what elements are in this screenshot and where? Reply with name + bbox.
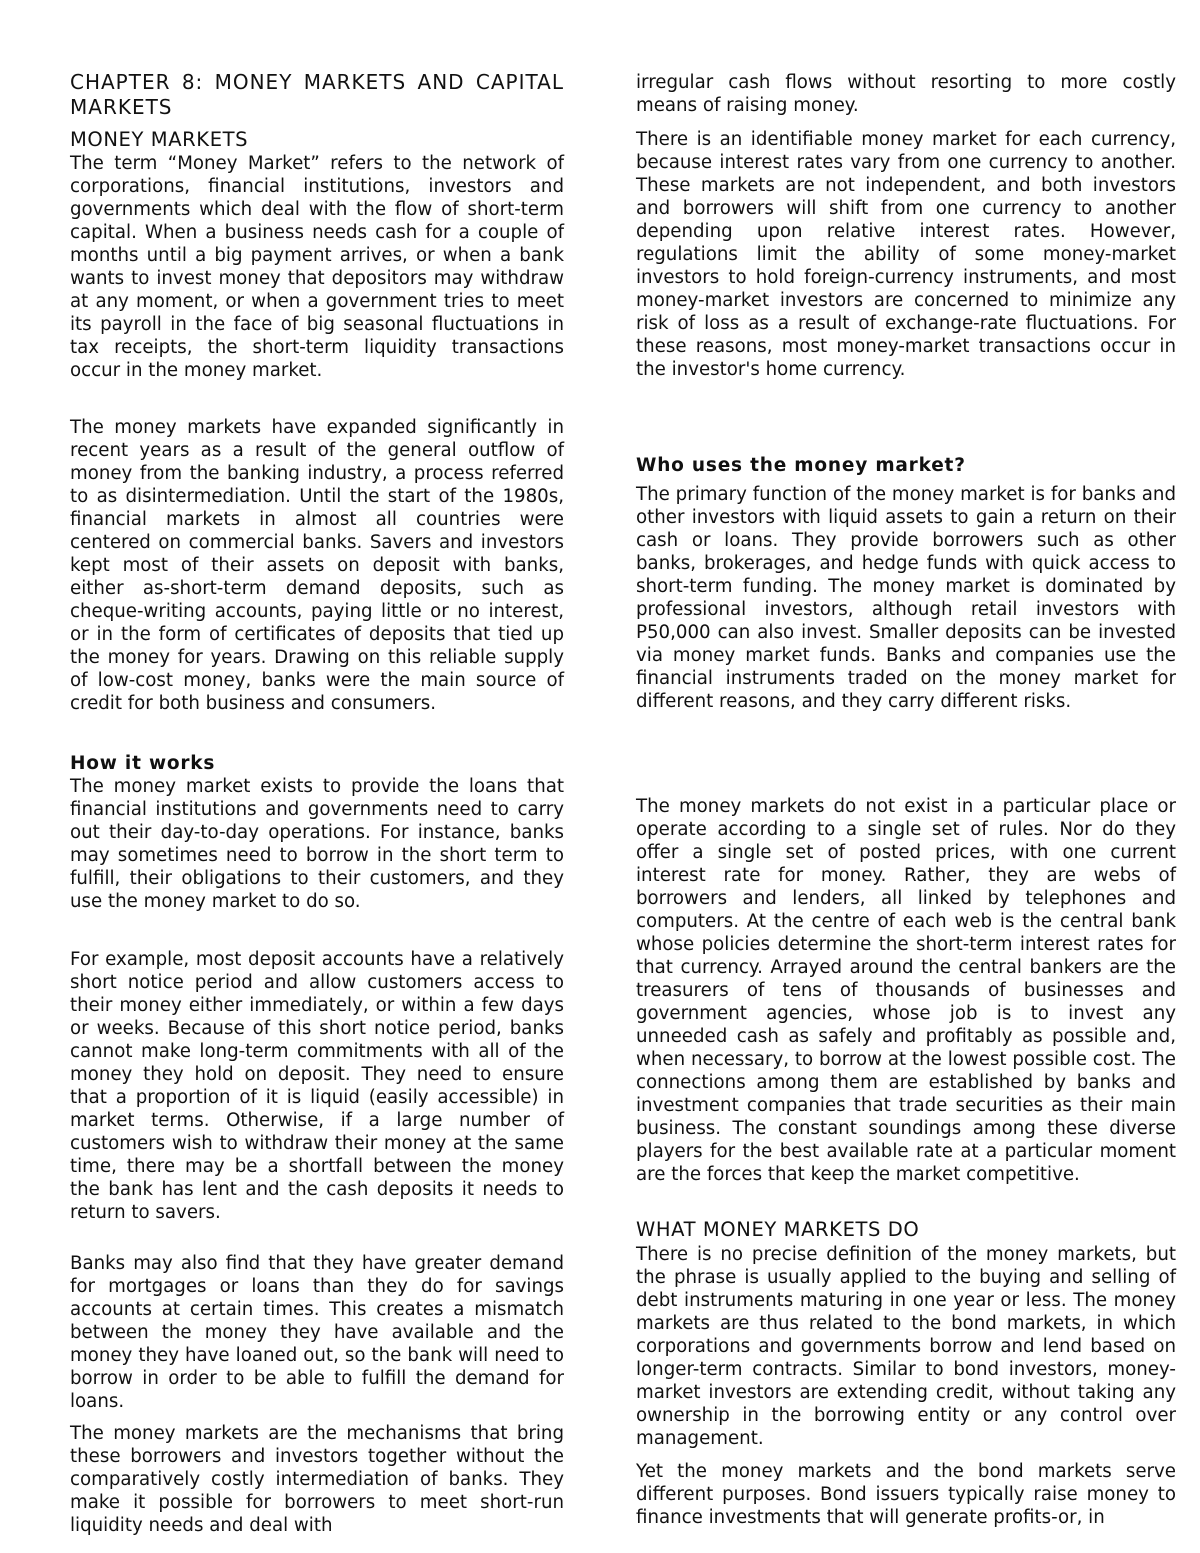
heading-what-money-markets-do: WHAT MONEY MARKETS DO bbox=[636, 1218, 920, 1241]
paragraph-disintermediation: The money markets have expanded significantly in recent years as a result of the general outflow of money from the banking industry, a process referred to as disintermediation. Until the start of the 1980s, financial markets in almost all countries were centered on commercial banks. Savers and investors kept most of their assets on deposit with banks, either as-short-term demand deposits, such as cheque-writing accounts, paying little or no interest, or in the form of certificates of deposits that tied up the money for years. Drawing on this reliable supply of low-cost money, banks were the main source of credit for both business and consumers. bbox=[70, 417, 564, 714]
paragraph-webs-of-lenders: The money markets do not exist in a particular place or operate according to a single set of rules. Nor do they offer a single set of posted prices, with one current interest rate for money. Rather, they are webs of borrowers and lenders, all linked by telephones and computers. At the centre of each web is the central bank whose policies determine the short-term interest rates for that currency. Arrayed around the central bankers are the treasurers of tens of thousands of businesses and government agencies, whose job is to invest any unneeded cash as safely and profitably as possible and, when necessary, to borrow at the lowest possible cost. The connections among them are established by banks and investment companies that trade securities as their main business. The constant soundings among these diverse players for the best available rate at a particular moment are the forces that keep the market competitive. bbox=[636, 796, 1176, 1185]
paragraph-bond-markets: Yet the money markets and the bond markets serve different purposes. Bond issuers typically raise money to finance investments that will generate profits-or, in bbox=[636, 1461, 1176, 1528]
paragraph-mechanisms: The money markets are the mechanisms that bring these borrowers and investors together without the comparatively costly intermediation of banks. They make it possible for borrowers to meet short-run liquidity needs and deal with bbox=[70, 1423, 564, 1536]
paragraph-irregular-cash-flows: irregular cash flows without resorting to more costly means of raising money. bbox=[636, 72, 1176, 116]
heading-money-markets: MONEY MARKETS bbox=[70, 128, 249, 151]
paragraph-loan-mismatch: Banks may also find that they have greater demand for mortgages or loans than they do for savings accounts at certain times. This creates a mismatch between the money they have available and the money they have loaned out, so the bank will need to borrow in order to be able to fulfill the demand for loans. bbox=[70, 1253, 564, 1412]
heading-who-uses: Who uses the money market? bbox=[636, 455, 966, 476]
paragraph-deposit-example: For example, most deposit accounts have a relatively short notice period and allow customers access to their money either immediately, or within a few days or weeks. Because of this short notice period, banks cannot make long-term commitments with all of the money they hold on deposit. They need to ensure that a proportion of it is liquid (easily accessible) in market terms. Otherwise, if a large number of customers wish to withdraw their money at the same time, there may be a shortfall between the money the bank has lent and the cash deposits it needs to return to savers. bbox=[70, 949, 564, 1223]
paragraph-primary-function: The primary function of the money market is for banks and other investors with liquid assets to gain a return on their cash or loans. They provide borrowers such as other banks, brokerages, and hedge funds with quick access to short-term funding. The money market is dominated by professional investors, although retail investors with P50,000 can also invest. Smaller deposits can be invested via money market funds. Banks and companies use the financial instruments traded on the money market for different reasons, and they carry different risks. bbox=[636, 484, 1176, 712]
paragraph-money-market-definition: The term “Money Market” refers to the network of corporations, financial institutions, investors and governments which deal with the flow of short-term capital. When a business needs cash for a couple of months until a big payment arrives, or when a bank wants to invest money that depositors may withdraw at any moment, or when a government tries to meet its payroll in the face of big seasonal fluctuations in tax receipts, the short-term liquidity transactions occur in the money market. bbox=[70, 153, 564, 381]
heading-how-it-works: How it works bbox=[70, 753, 216, 774]
paragraph-currency-markets: There is an identifiable money market for each currency, because interest rates vary from one currency to another. These markets are not independent, and both investors and borrowers will shift from one currency to another depending upon relative interest rates. However, regulations limit the ability of some money-market investors to hold foreign-currency instruments, and most money-market investors are concerned to minimize any risk of loss as a result of exchange-rate fluctuations. For these reasons, most money-market transactions occur in the investor's home currency. bbox=[636, 129, 1176, 380]
paragraph-how-it-works: The money market exists to provide the loans that financial institutions and governments need to carry out their day-to-day operations. For instance, banks may sometimes need to borrow in the short term to fulfill, their obligations to their customers, and they use the money market to do so. bbox=[70, 776, 564, 912]
paragraph-definition-debt: There is no precise definition of the money markets, but the phrase is usually applied to the buying and selling of debt instruments maturing in one year or less. The money markets are thus related to the bond markets, in which corporations and governments borrow and lend based on longer-term contracts. Similar to bond investors, money-market investors are extending credit, without taking any ownership in the borrowing entity or any control over management. bbox=[636, 1244, 1176, 1449]
chapter-title: CHAPTER 8: MONEY MARKETS AND CAPITAL MARKETS bbox=[70, 70, 564, 119]
